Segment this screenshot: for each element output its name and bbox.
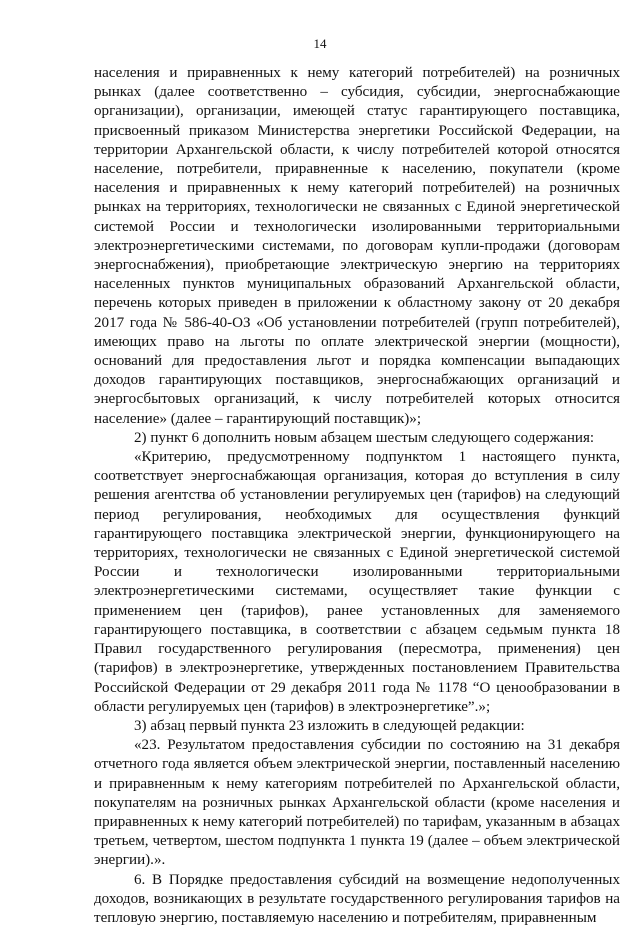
paragraph-clause-23-quote: «23. Результатом предоставления субсидии по состоянию на 31 декабря отчетного года является объем электрической энергии, поставленный населению и приравненным к нему категориям потребителей по Архангельской области, покупателям на розничных рынках Архангельской области (кроме населения и приравненных к нему категорий потребителей) по тарифам, указанным в абзацах третьем, четвертом, шестом подпункта 1 пункта 19 (далее – объем электрической энергии).». (94, 737, 620, 869)
paragraph-section-6: 6. В Порядке предоставления субсидий на возмещение недополученных доходов, возникающих в результате государственного регулирования тарифов на тепловую энергию, поставляемую населению и потребителям, приравненным (94, 871, 620, 926)
page-number: 14 (313, 36, 327, 51)
document-body (94, 64, 620, 928)
paragraph-item-2: 2) пункт 6 дополнить новым абзацем шестым следующего содержания: (134, 429, 595, 446)
paragraph-criterion-quote: «Критерию, предусмотренному подпунктом 1 настоящего пункта, соответствует энергоснабжающая организация, которая до вступления в силу решения агентства об установлении регулируемых цен (тарифов) на следующий период регулирования, необходимых для осуществления функций гарантирующего поставщика электрической энергии, функционирующего на территориях, технологически не связанных с Единой энергетической системой России и технологически изолированными территориальными электроэнергетическими системами, осуществляет такие функции с применением цен (тарифов), ранее установленных для заменяемого гарантирующего поставщика, в соответствии с абзацем седьмым пункта 18 Правил государственного регулирования (пересмотра, применения) цен (тарифов) в электроэнергетике, утвержденных постановлением Правительства Российской Федерации от 29 декабря 2011 года № 1178 “О ценообразовании в области регулируемых цен (тарифов) в электроэнергетике”.»; (94, 449, 620, 715)
paragraph-item-3: 3) абзац первый пункта 23 изложить в следующей редакции: (134, 717, 525, 734)
paragraph-continuation: населения и приравненных к нему категорий потребителей) на розничных рынках (далее соответственно – субсидия, субсидии, энергоснабжающие организации), организации, имеющей статус гарантирующего поставщика, присвоенный приказом Министерства энергетики Российской Федерации, на территории Архангельской области, к числу потребителей которой относятся население, потребители, приравненные к населению, покупатели (кроме населения и приравненных к нему категорий потребителей) на розничных рынках на территориях, технологически не связанных с Единой энергетической системой России и технологически изолированными территориальными электроэнергетическими системами, по договорам купли-продажи (договорам энергоснабжения), приобретающие электрическую энергию на территориях населенных пунктов муниципальных образований Архангельской области, перечень которых приведен в приложении к областному закону от 20 декабря 2017 года № 586-40-ОЗ «Об установлении потребителей (групп потребителей), имеющих право на льготы по оплате электрической энергии (мощности), оснований для предоставления льгот и порядка компенсации выпадающих доходов гарантирующих поставщиков, энергоснабжающих организаций и энергосбытовых организаций, к числу потребителей которых относится население» (далее – гарантирующий поставщик)»; (94, 65, 620, 427)
